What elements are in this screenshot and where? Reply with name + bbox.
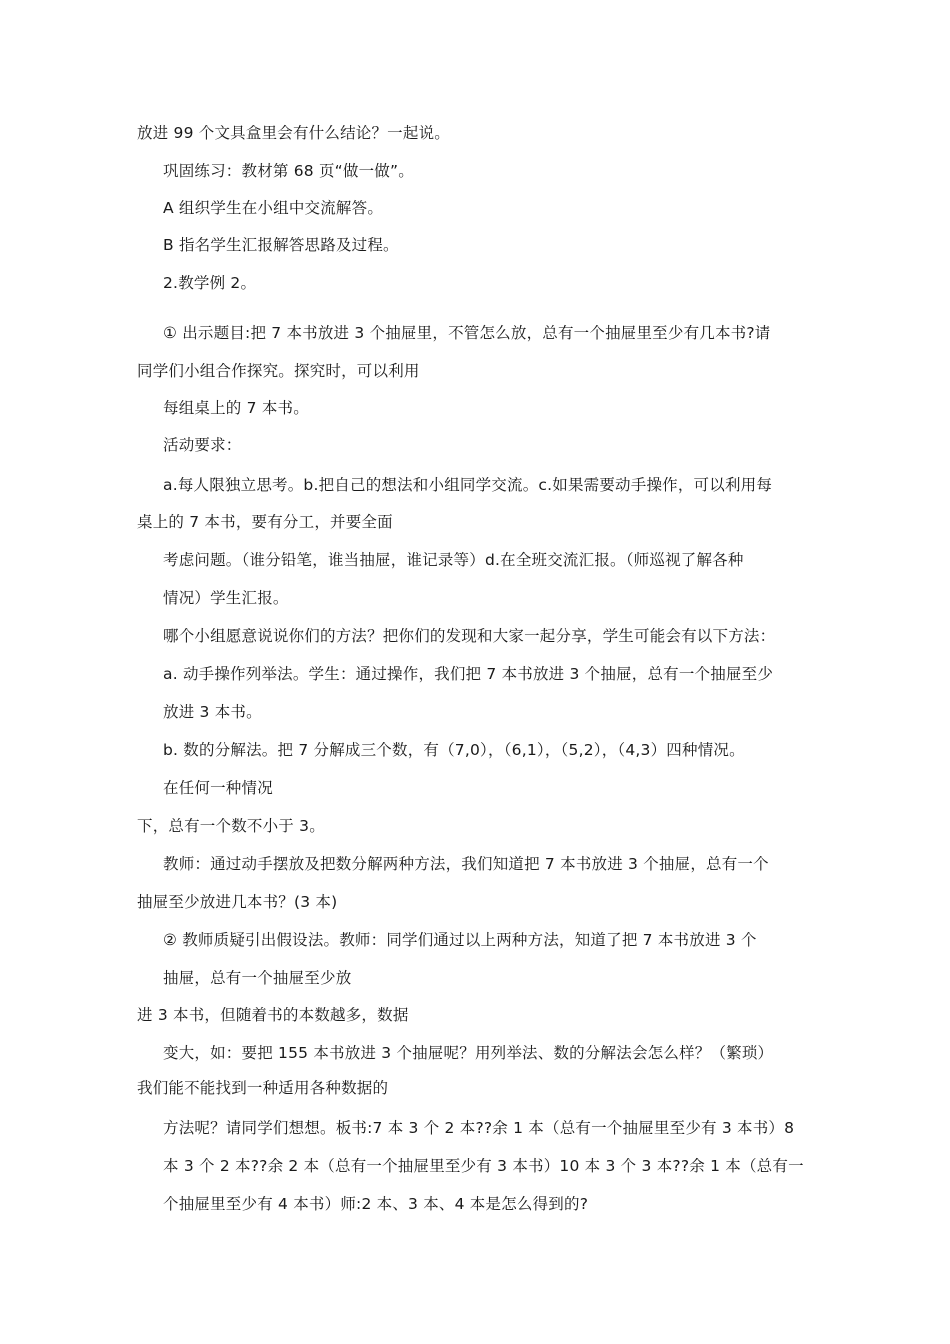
text-line: 同学们小组合作探究。探究时，可以利用: [137, 362, 420, 380]
text-line: 2.教学例 2。: [163, 274, 257, 292]
text-line: 哪个小组愿意说说你们的方法？把你们的发现和大家一起分享，学生可能会有以下方法：: [163, 627, 776, 645]
text-line: 教师：通过动手摆放及把数分解两种方法，我们知道把 7 本书放进 3 个抽屉，总有一个: [163, 855, 769, 873]
text-line: 放进 99 个文具盒里会有什么结论？一起说。: [137, 124, 450, 142]
text-line: 本 3 个 2 本??余 2 本（总有一个抽屉里至少有 3 本书）10 本 3 个 3 本??余 1 本（总有一: [163, 1157, 804, 1175]
text-line: 在任何一种情况: [163, 779, 273, 797]
text-line: 情况）学生汇报。: [163, 589, 289, 607]
text-line: 每组桌上的 7 本书。: [163, 399, 309, 417]
text-line: 下，总有一个数不小于 3。: [137, 817, 325, 835]
text-line: 变大，如：要把 155 本书放进 3 个抽屉呢？用列举法、数的分解法会怎么样？（繁琐）: [163, 1044, 774, 1062]
text-line: b. 数的分解法。把 7 分解成三个数，有（7,0），（6,1），（5,2），（4,3）四种情况。: [163, 741, 745, 759]
text-line: 我们能不能找到一种适用各种数据的: [137, 1079, 389, 1097]
text-line: 活动要求：: [163, 436, 242, 454]
text-line: 考虑问题。（谁分铅笔，谁当抽屉，谁记录等）d.在全班交流汇报。（师巡视了解各种: [163, 551, 744, 569]
text-line: 抽屉至少放进几本书？(3 本): [137, 893, 338, 911]
text-line: 巩固练习：教材第 68 页“做一做”。: [163, 162, 414, 180]
text-line: A 组织学生在小组中交流解答。: [163, 199, 384, 217]
text-line: 桌上的 7 本书，要有分工，并要全面: [137, 513, 393, 531]
text-line: 进 3 本书，但随着书的本数越多，数据: [137, 1006, 409, 1024]
text-line: 放进 3 本书。: [163, 703, 262, 721]
text-line: B 指名学生汇报解答思路及过程。: [163, 236, 399, 254]
text-line: a.每人限独立思考。b.把自己的想法和小组同学交流。c.如果需要动手操作，可以利用每: [163, 476, 773, 494]
text-line: ② 教师质疑引出假设法。教师：同学们通过以上两种方法，知道了把 7 本书放进 3 个: [163, 931, 757, 949]
text-line: 方法呢？请同学们想想。板书:7 本 3 个 2 本??余 1 本（总有一个抽屉里至少有 3 本书）8: [163, 1119, 795, 1137]
text-line: a. 动手操作列举法。学生：通过操作，我们把 7 本书放进 3 个抽屉，总有一个抽屉至少: [163, 665, 774, 683]
text-line: ① 出示题目:把 7 本书放进 3 个抽屉里，不管怎么放，总有一个抽屉里至少有几本书?请: [163, 324, 771, 342]
text-line: 个抽屉里至少有 4 本书）师:2 本、3 本、4 本是怎么得到的?: [163, 1195, 589, 1213]
text-line: 抽屉，总有一个抽屉至少放: [163, 969, 352, 987]
